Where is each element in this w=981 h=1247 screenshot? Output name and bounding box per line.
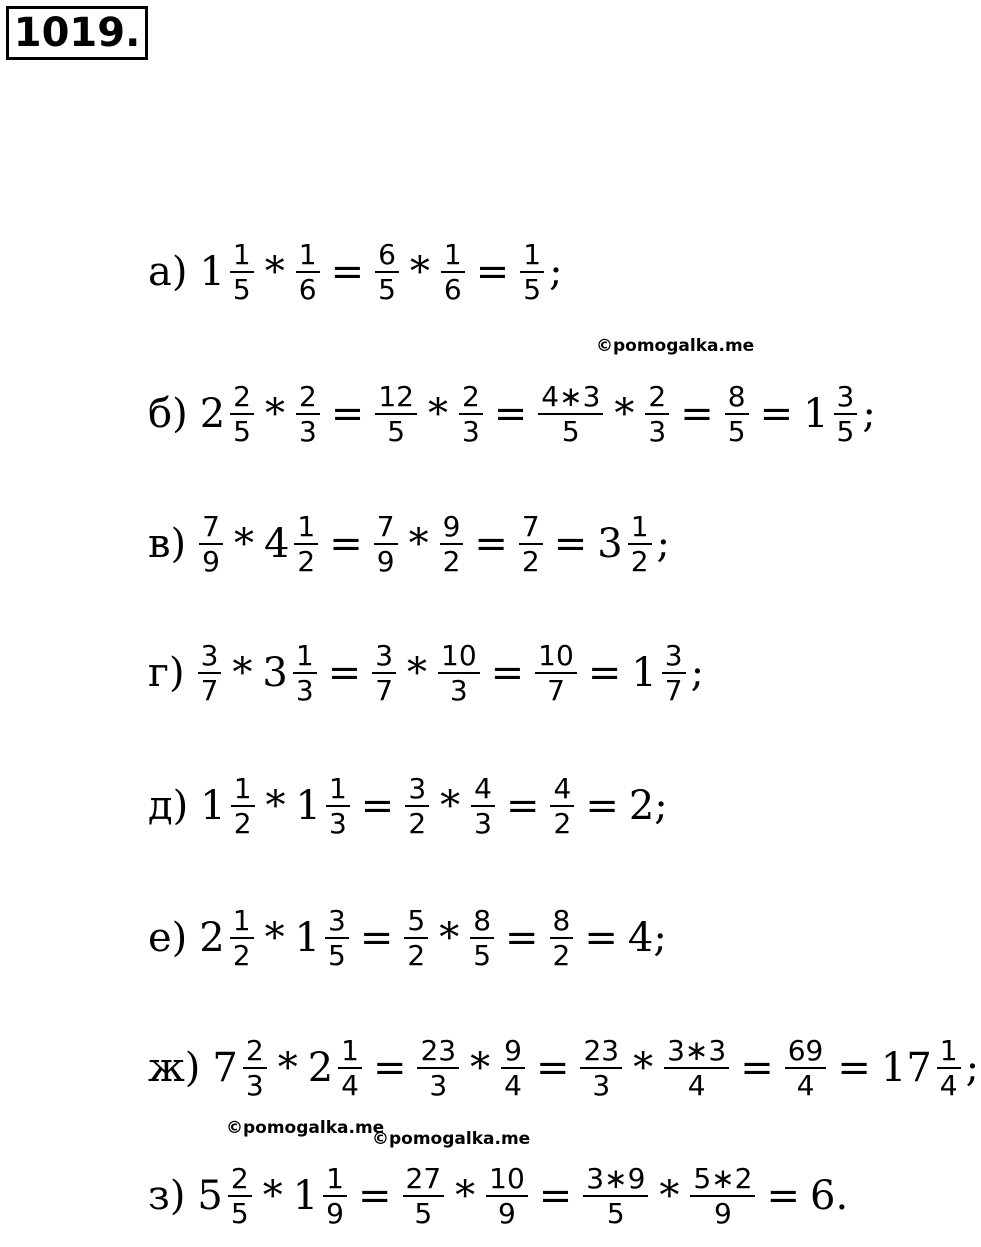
denominator: 9 xyxy=(326,1197,344,1230)
numerator: 27 xyxy=(403,1164,445,1197)
fraction xyxy=(834,379,858,448)
multiply-sign: * xyxy=(440,783,461,829)
equals-sign: = xyxy=(330,391,365,437)
number-text: 2 xyxy=(307,1045,334,1091)
denominator: 3 xyxy=(461,415,480,448)
denominator: 5 xyxy=(328,939,346,972)
numerator: 1 xyxy=(628,512,652,545)
equals-sign: = xyxy=(372,1045,407,1091)
fraction xyxy=(440,509,464,578)
fraction xyxy=(690,1161,755,1230)
numerator: 10 xyxy=(438,641,480,674)
numerator: 9 xyxy=(501,1036,525,1069)
numerator: 8 xyxy=(550,906,574,939)
fraction xyxy=(628,509,652,578)
numerator: 1 xyxy=(937,1036,961,1069)
numerator: 5∗2 xyxy=(690,1164,755,1197)
item-label: г) xyxy=(148,650,185,696)
equation-line xyxy=(148,637,706,709)
denominator: 3 xyxy=(328,807,347,840)
equation-line xyxy=(148,1160,850,1232)
numerator: 1 xyxy=(296,240,320,273)
multiply-sign: * xyxy=(614,391,635,437)
fraction xyxy=(441,237,465,306)
fraction xyxy=(326,771,350,840)
item-label: а) xyxy=(148,249,188,295)
equals-sign: = xyxy=(357,1173,392,1219)
fraction xyxy=(374,509,398,578)
fraction xyxy=(294,509,318,578)
equation-line xyxy=(148,508,672,580)
denominator: 3 xyxy=(648,415,667,448)
fraction xyxy=(293,638,317,707)
multiply-sign: * xyxy=(233,521,254,567)
equals-sign: = xyxy=(759,391,794,437)
number-text: 2 xyxy=(199,391,226,437)
item-label: з) xyxy=(148,1173,186,1219)
multiply-sign: * xyxy=(455,1173,476,1219)
fraction xyxy=(198,638,222,707)
equals-sign: = xyxy=(538,1173,573,1219)
denominator: 5 xyxy=(836,415,855,448)
number-text: 3 xyxy=(597,521,623,567)
number-text: 1 xyxy=(199,249,225,295)
denominator: 2 xyxy=(630,545,649,578)
fraction xyxy=(438,638,480,707)
fraction xyxy=(535,638,577,707)
denominator: 3 xyxy=(295,674,314,707)
fraction xyxy=(725,379,749,448)
numerator: 2 xyxy=(645,382,669,415)
equals-sign: = xyxy=(585,783,619,829)
denominator: 3 xyxy=(429,1069,448,1102)
fraction xyxy=(937,1033,961,1102)
denominator: 2 xyxy=(521,545,540,578)
denominator: 5 xyxy=(378,273,396,306)
denominator: 3 xyxy=(592,1069,611,1102)
denominator: 5 xyxy=(727,415,746,448)
denominator: 5 xyxy=(232,273,251,306)
fraction xyxy=(296,237,320,306)
equals-sign: = xyxy=(535,1045,570,1091)
number-text: 1 xyxy=(294,915,321,961)
denominator: 7 xyxy=(375,674,394,707)
multiply-sign: * xyxy=(633,1045,654,1091)
numerator: 6 xyxy=(375,240,399,273)
equals-sign: = xyxy=(360,783,395,829)
fraction xyxy=(323,1161,347,1230)
numerator: 3∗3 xyxy=(664,1036,729,1069)
numerator: 1 xyxy=(323,1164,347,1197)
equals-sign: = xyxy=(505,783,540,829)
fraction xyxy=(550,771,574,840)
number-text: ; xyxy=(862,391,876,437)
numerator: 7 xyxy=(519,512,543,545)
multiply-sign: * xyxy=(659,1173,680,1219)
number-text: 3 xyxy=(262,650,288,696)
numerator: 8 xyxy=(725,382,749,415)
number-text: 1 xyxy=(295,783,321,829)
numerator: 3 xyxy=(405,774,429,807)
numerator: 69 xyxy=(785,1036,827,1069)
fraction xyxy=(501,1033,525,1102)
denominator: 3 xyxy=(449,674,468,707)
fraction xyxy=(417,1033,459,1102)
denominator: 5 xyxy=(233,415,251,448)
denominator: 5 xyxy=(387,415,406,448)
numerator: 10 xyxy=(486,1164,528,1197)
numerator: 1 xyxy=(293,641,317,674)
numerator: 1 xyxy=(230,240,254,273)
fraction xyxy=(486,1161,528,1230)
multiply-sign: * xyxy=(262,1173,283,1219)
equals-sign: = xyxy=(587,650,622,696)
denominator: 2 xyxy=(407,939,426,972)
denominator: 9 xyxy=(714,1197,732,1230)
fraction xyxy=(519,509,543,578)
equals-sign: = xyxy=(330,249,365,295)
item-label: б) xyxy=(148,391,188,437)
numerator: 12 xyxy=(375,382,417,415)
equation-line xyxy=(148,770,670,842)
number-text: 4 xyxy=(263,521,290,567)
problem-number: 1019. xyxy=(6,6,148,60)
numerator: 23 xyxy=(417,1036,459,1069)
numerator: 1 xyxy=(326,774,350,807)
numerator: 2 xyxy=(459,382,483,415)
multiply-sign: * xyxy=(427,391,448,437)
multiply-sign: * xyxy=(439,915,460,961)
multiply-sign: * xyxy=(409,249,430,295)
fraction xyxy=(338,1033,362,1102)
numerator: 7 xyxy=(199,512,223,545)
denominator: 4 xyxy=(341,1069,359,1102)
item-label: в) xyxy=(148,521,187,567)
numerator: 4 xyxy=(550,774,574,807)
numerator: 1 xyxy=(520,240,544,273)
numerator: 3 xyxy=(198,641,222,674)
numerator: 1 xyxy=(441,240,465,273)
number-text: 5 xyxy=(197,1173,223,1219)
numerator: 2 xyxy=(228,1164,252,1197)
item-label: е) xyxy=(148,915,188,961)
numerator: 3 xyxy=(662,641,686,674)
fraction xyxy=(375,379,417,448)
fraction xyxy=(404,903,428,972)
denominator: 3 xyxy=(245,1069,264,1102)
denominator: 7 xyxy=(664,674,683,707)
denominator: 9 xyxy=(376,545,395,578)
denominator: 5 xyxy=(561,415,580,448)
fraction xyxy=(243,1033,267,1102)
item-label: ж) xyxy=(148,1045,201,1091)
number-text: 17 xyxy=(880,1045,932,1091)
number-text: ; xyxy=(549,249,563,295)
numerator: 3∗9 xyxy=(583,1164,648,1197)
denominator: 6 xyxy=(298,273,317,306)
equals-sign: = xyxy=(584,915,618,961)
denominator: 7 xyxy=(200,674,219,707)
denominator: 7 xyxy=(547,674,565,707)
multiply-sign: * xyxy=(277,1045,298,1091)
fraction xyxy=(230,237,254,306)
denominator: 5 xyxy=(230,1197,249,1230)
numerator: 4 xyxy=(471,774,495,807)
equals-sign: = xyxy=(329,521,363,567)
denominator: 5 xyxy=(473,939,492,972)
equals-sign: = xyxy=(327,650,362,696)
number-text: 2 xyxy=(199,915,225,961)
equals-sign: = xyxy=(740,1045,774,1091)
denominator: 9 xyxy=(202,545,220,578)
denominator: 2 xyxy=(297,545,316,578)
number-text: 1 xyxy=(631,650,657,696)
denominator: 3 xyxy=(474,807,492,840)
fraction xyxy=(470,903,494,972)
multiply-sign: * xyxy=(264,391,285,437)
fraction xyxy=(372,638,396,707)
denominator: 5 xyxy=(523,273,542,306)
fraction xyxy=(520,237,544,306)
fraction xyxy=(296,379,320,448)
fraction xyxy=(662,638,686,707)
denominator: 4 xyxy=(504,1069,522,1102)
fraction xyxy=(459,379,483,448)
number-text: ; xyxy=(656,521,671,567)
fraction xyxy=(230,903,254,972)
numerator: 3 xyxy=(372,641,396,674)
fraction xyxy=(325,903,349,972)
fraction xyxy=(645,379,669,448)
equals-sign: = xyxy=(359,915,394,961)
numerator: 2 xyxy=(243,1036,267,1069)
equals-sign: = xyxy=(553,521,588,567)
denominator: 5 xyxy=(606,1197,625,1230)
fraction xyxy=(538,379,603,448)
fraction xyxy=(785,1033,827,1102)
multiply-sign: * xyxy=(264,915,285,961)
multiply-sign: * xyxy=(407,650,428,696)
fraction xyxy=(405,771,429,840)
denominator: 2 xyxy=(552,939,571,972)
multiply-sign: * xyxy=(265,783,286,829)
numerator: 23 xyxy=(580,1036,622,1069)
number-text: 6. xyxy=(810,1173,849,1219)
numerator: 10 xyxy=(535,641,577,674)
denominator: 2 xyxy=(232,939,251,972)
equation-line xyxy=(148,378,878,450)
numerator: 1 xyxy=(338,1036,362,1069)
watermark: ©pomogalka.me xyxy=(596,336,755,356)
numerator: 9 xyxy=(440,512,464,545)
number-text: 1 xyxy=(200,783,226,829)
number-text: 7 xyxy=(212,1045,238,1091)
item-label: д) xyxy=(148,783,189,829)
denominator: 4 xyxy=(796,1069,815,1102)
fraction xyxy=(471,771,495,840)
equation-line xyxy=(148,236,565,308)
equals-sign: = xyxy=(474,521,508,567)
numerator: 1 xyxy=(231,774,255,807)
equals-sign: = xyxy=(837,1045,871,1091)
numerator: 3 xyxy=(325,906,349,939)
equation-line xyxy=(148,1032,981,1104)
equals-sign: = xyxy=(490,650,525,696)
numerator: 2 xyxy=(230,382,254,415)
fraction xyxy=(199,509,223,578)
multiply-sign: * xyxy=(408,521,429,567)
numerator: 1 xyxy=(230,906,254,939)
fraction xyxy=(664,1033,729,1102)
numerator: 1 xyxy=(294,512,318,545)
denominator: 2 xyxy=(442,545,461,578)
denominator: 9 xyxy=(498,1197,516,1230)
numerator: 3 xyxy=(834,382,858,415)
multiply-sign: * xyxy=(264,249,285,295)
equals-sign: = xyxy=(493,391,528,437)
denominator: 6 xyxy=(443,273,462,306)
denominator: 4 xyxy=(687,1069,706,1102)
denominator: 5 xyxy=(414,1197,433,1230)
number-text: 1 xyxy=(803,391,829,437)
number-text: 2; xyxy=(628,783,668,829)
denominator: 2 xyxy=(233,807,252,840)
fraction xyxy=(375,237,399,306)
fraction xyxy=(231,771,255,840)
fraction xyxy=(228,1161,252,1230)
fraction xyxy=(403,1161,445,1230)
denominator: 2 xyxy=(553,807,572,840)
equals-sign: = xyxy=(505,915,539,961)
number-text: ; xyxy=(690,650,705,696)
equals-sign: = xyxy=(766,1173,800,1219)
fraction xyxy=(230,379,254,448)
numerator: 7 xyxy=(374,512,398,545)
watermark: ©pomogalka.me xyxy=(372,1129,531,1149)
multiply-sign: * xyxy=(232,650,253,696)
fraction xyxy=(583,1161,648,1230)
fraction xyxy=(580,1033,622,1102)
multiply-sign: * xyxy=(470,1045,491,1091)
watermark: ©pomogalka.me xyxy=(226,1118,385,1138)
number-text: 4; xyxy=(627,915,667,961)
fraction xyxy=(550,903,574,972)
numerator: 4∗3 xyxy=(538,382,603,415)
number-text: 1 xyxy=(292,1173,319,1219)
equals-sign: = xyxy=(680,391,714,437)
denominator: 2 xyxy=(408,807,427,840)
number-text: ; xyxy=(965,1045,980,1091)
numerator: 8 xyxy=(470,906,494,939)
denominator: 4 xyxy=(939,1069,958,1102)
numerator: 2 xyxy=(296,382,320,415)
equals-sign: = xyxy=(475,249,510,295)
equation-line xyxy=(148,902,669,974)
numerator: 5 xyxy=(404,906,428,939)
denominator: 3 xyxy=(298,415,317,448)
